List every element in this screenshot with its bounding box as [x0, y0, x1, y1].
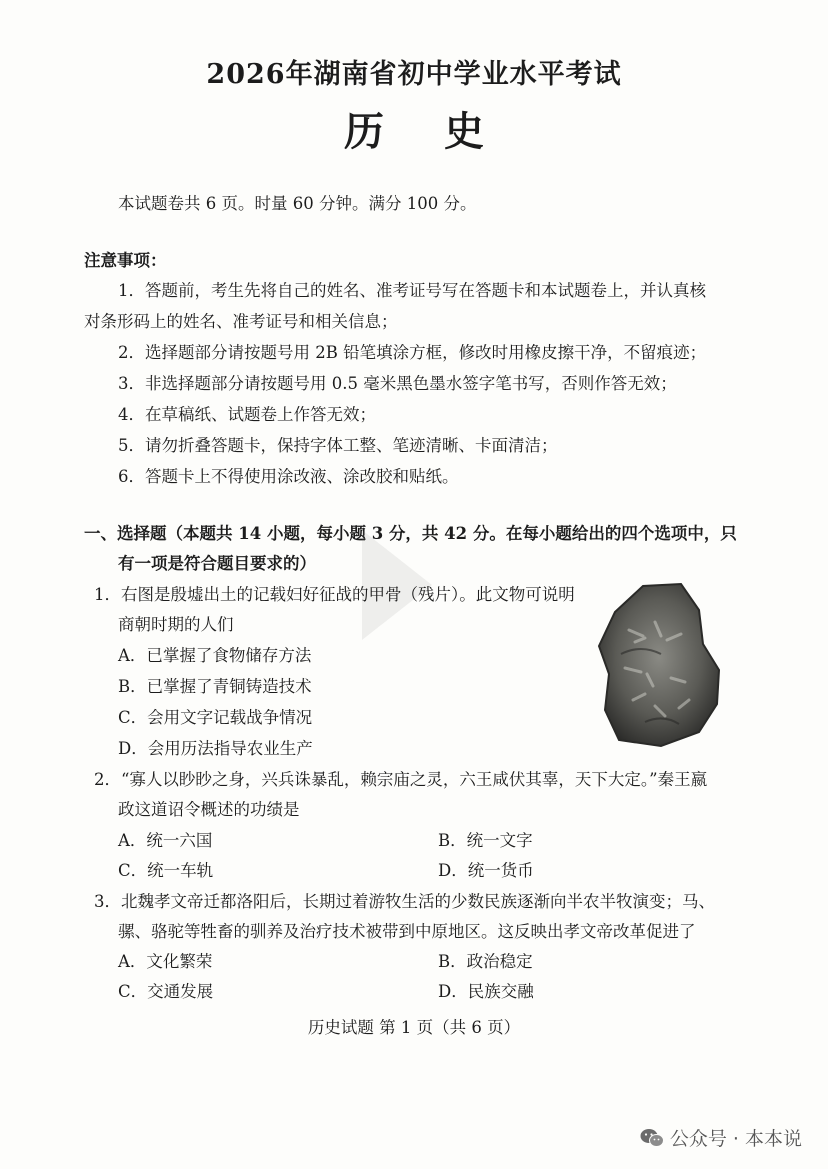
section-heading-cont: 有一项是符合题目要求的）: [118, 554, 316, 573]
question-stem: 3．北魏孝文帝迁都洛阳后，长期过着游牧生活的少数民族逐渐向半农半牧演变；马、: [94, 892, 715, 911]
notice-item: 5．请勿折叠答题卡，保持字体工整、笔迹清晰、卡面清洁；: [118, 436, 558, 455]
exam-title: 2026年湖南省初中学业水平考试: [206, 59, 622, 90]
question-stem: 商朝时期的人们: [118, 615, 234, 634]
notice-item: 4．在草稿纸、试题卷上作答无效；: [118, 405, 376, 424]
notice-item: 3．非选择题部分请按题号用 0.5 毫米黑色墨水签字笔书写，否则作答无效；: [118, 374, 677, 393]
option: C．统一车轨: [118, 861, 214, 880]
option: D．民族交融: [438, 982, 534, 1001]
page-footer: 历史试题 第 1 页（共 6 页）: [307, 1018, 521, 1037]
option: B．政治稳定: [438, 952, 533, 971]
option: B．已掌握了青铜铸造技术: [118, 677, 312, 696]
option: C．会用文字记载战争情况: [118, 708, 313, 727]
option: A．文化繁荣: [118, 952, 213, 971]
exam-info: 本试题卷共 6 页。时量 60 分钟。满分 100 分。: [118, 194, 477, 213]
option: D．会用历法指导农业生产: [118, 739, 313, 758]
option: B．统一文字: [438, 831, 533, 850]
subject-title: 历史: [344, 108, 544, 155]
notice-heading: 注意事项：: [84, 251, 167, 270]
notice-item: 1．答题前，考生先将自己的姓名、准考证号写在答题卡和本试题卷上，并认真核: [118, 281, 706, 300]
notice-item: 2．选择题部分请按题号用 2B 铅笔填涂方框，修改时用橡皮擦干净，不留痕迹；: [118, 343, 707, 362]
question-stem: 骡、骆驼等牲畜的驯养及治疗技术被带到中原地区。这反映出孝文帝改革促进了: [118, 922, 696, 941]
question-stem: 2．“寡人以眇眇之身，兴兵诛暴乱，赖宗庙之灵，六王咸伏其辜，天下大定。”秦王嬴: [94, 770, 708, 789]
notice-item: 对条形码上的姓名、准考证号和相关信息；: [84, 312, 398, 331]
option: A．统一六国: [118, 831, 213, 850]
question-stem: 政这道诏令概述的功绩是: [118, 800, 300, 819]
option: A．已掌握了食物储存方法: [118, 646, 312, 665]
watermark-text: 公众号 · 本本说: [669, 1128, 802, 1150]
watermark: [640, 1124, 802, 1151]
option: C．交通发展: [118, 982, 214, 1001]
oracle-bone-image: [595, 582, 725, 752]
notice-item: 6．答题卡上不得使用涂改液、涂改胶和贴纸。: [118, 467, 459, 486]
question-stem: 1．右图是殷墟出土的记载妇好征战的甲骨（残片）。此文物可说明: [94, 585, 575, 604]
section-heading: 一、选择题（本题共 14 小题，每小题 3 分，共 42 分。在每小题给出的四个选项中，只: [84, 524, 737, 543]
option: D．统一货币: [438, 861, 534, 880]
wechat-icon: [640, 1128, 664, 1148]
